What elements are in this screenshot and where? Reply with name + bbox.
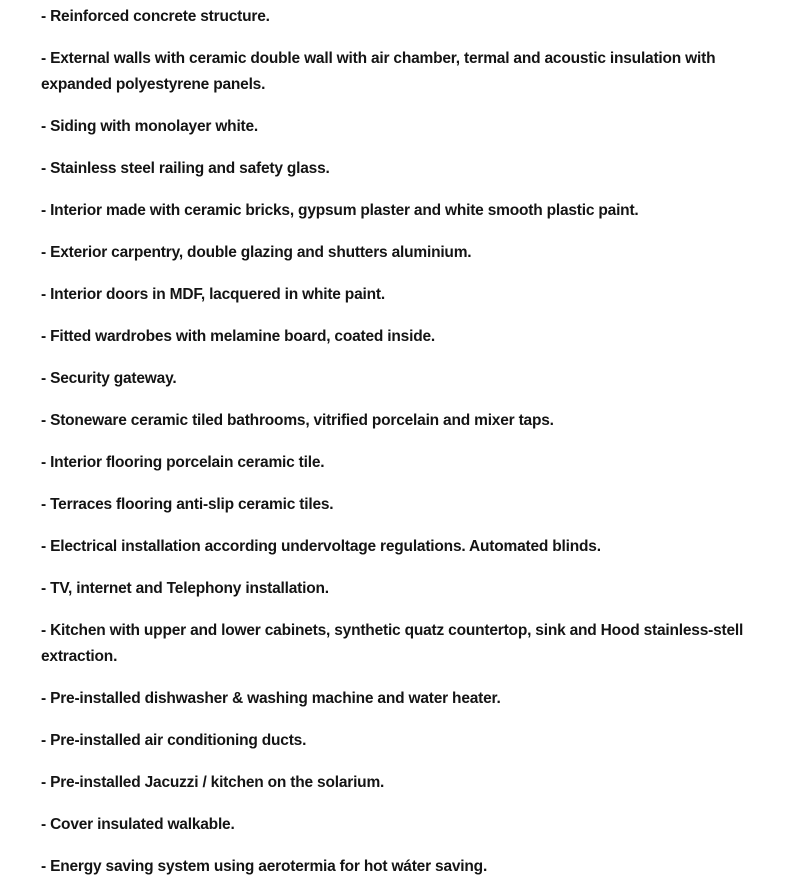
spec-item-terraces-flooring: - Terraces flooring anti-slip ceramic tiles. bbox=[41, 496, 334, 513]
specification-list bbox=[41, 4, 761, 896]
spec-item-interior-flooring: - Interior flooring porcelain ceramic tile. bbox=[41, 454, 325, 471]
spec-item-external-walls: - External walls with ceramic double wall with air chamber, termal and acoustic insulation with expanded polyestyrene panels. bbox=[41, 50, 716, 93]
spec-item-interior: - Interior made with ceramic bricks, gypsum plaster and white smooth plastic paint. bbox=[41, 202, 639, 219]
spec-item-jacuzzi: - Pre-installed Jacuzzi / kitchen on the solarium. bbox=[41, 774, 385, 791]
spec-item-wardrobes: - Fitted wardrobes with melamine board, coated inside. bbox=[41, 328, 435, 345]
spec-item-siding: - Siding with monolayer white. bbox=[41, 118, 259, 135]
spec-item-telecom: - TV, internet and Telephony installation. bbox=[41, 580, 329, 597]
spec-item-security-gateway: - Security gateway. bbox=[41, 370, 177, 387]
spec-item-interior-doors: - Interior doors in MDF, lacquered in white paint. bbox=[41, 286, 385, 303]
spec-item-bathrooms: - Stoneware ceramic tiled bathrooms, vitrified porcelain and mixer taps. bbox=[41, 412, 554, 429]
spec-item-air-conditioning: - Pre-installed air conditioning ducts. bbox=[41, 732, 307, 749]
spec-item-energy-saving: - Energy saving system using aerotermia for hot wáter saving. bbox=[41, 858, 488, 875]
spec-item-appliances: - Pre-installed dishwasher & washing machine and water heater. bbox=[41, 690, 501, 707]
spec-item-structure: - Reinforced concrete structure. bbox=[41, 8, 270, 25]
spec-item-electrical: - Electrical installation according undervoltage regulations. Automated blinds. bbox=[41, 538, 601, 555]
spec-item-cover: - Cover insulated walkable. bbox=[41, 816, 235, 833]
spec-item-railing: - Stainless steel railing and safety glass. bbox=[41, 160, 330, 177]
spec-item-kitchen: - Kitchen with upper and lower cabinets, synthetic quatz countertop, sink and Hood stainless-stell extraction. bbox=[41, 622, 744, 665]
spec-item-exterior-carpentry: - Exterior carpentry, double glazing and shutters aluminium. bbox=[41, 244, 472, 261]
